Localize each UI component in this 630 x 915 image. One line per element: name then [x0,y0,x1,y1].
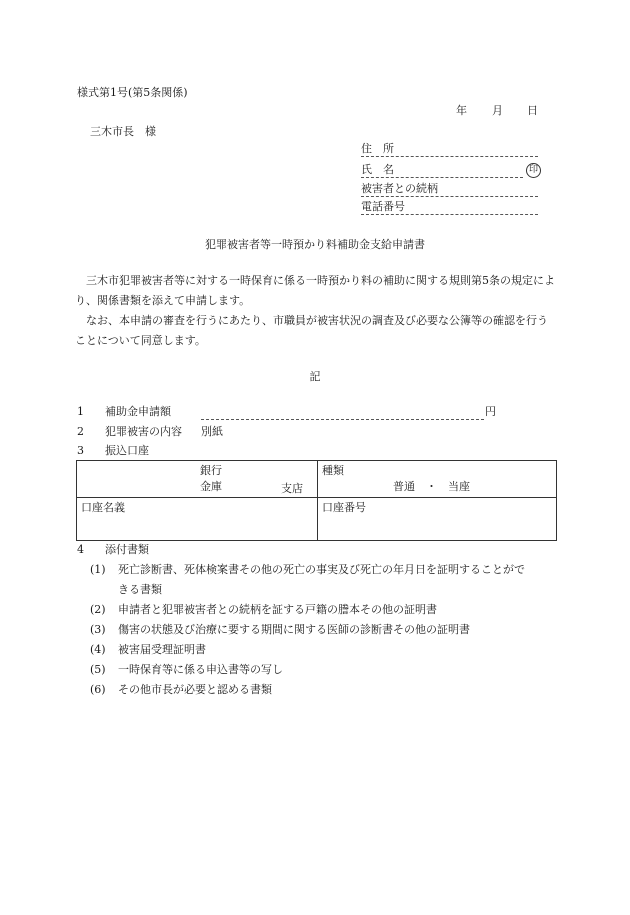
item-1 [77,405,171,419]
address-field[interactable] [361,142,538,157]
address-label: 住 所 [361,142,394,155]
bank-cell[interactable] [77,461,318,498]
body-paragraph-2: なお、本申請の審査を行うにあたり、市職員が被害状況の調査及び必要な公簿等の確認を行うことについて同意します。 [75,314,548,347]
addressee: 三木市長 様 [90,125,156,138]
item-3 [77,444,149,458]
phone-label: 電話番号 [361,200,405,213]
item-1-label: 補助金申請額 [105,405,171,418]
bank-label: 銀行 [200,464,222,477]
seal-mark: 印 [526,163,541,178]
attachment-item: (2) 申請者と犯罪被害者との続柄を証する戸籍の謄本その他の証明書 [90,603,437,616]
item-4 [77,543,149,557]
document-title: 犯罪被害者等一時預かり料補助金支給申請書 [205,238,425,251]
relation-label: 被害者との続柄 [361,182,438,195]
account-name-label: 口座名義 [81,501,125,514]
form-number: 様式第1号(第5条関係) [77,86,188,99]
yen-unit: 円 [485,405,496,418]
date-year: 年 [456,104,467,117]
subsidy-amount-field[interactable] [201,405,484,420]
phone-field[interactable] [361,200,538,215]
name-label: 氏 名 [361,163,394,176]
item-2 [77,425,182,439]
item-4-number: 4 [77,543,84,556]
item-2-label: 犯罪被害の内容 [105,425,182,438]
attachment-item-continuation: きる書類 [118,583,162,596]
account-type-cell[interactable] [318,461,557,498]
name-field[interactable] [361,163,523,178]
item-1-number: 1 [77,405,84,418]
attachment-list [90,560,525,700]
account-number-label: 口座番号 [322,501,366,514]
bank-account-table [76,460,557,541]
attachment-item: (3) 傷害の状態及び治療に要する期間に関する医師の診断書その他の証明書 [90,623,470,636]
ki-heading: 記 [309,370,321,383]
date-month: 月 [492,104,503,117]
kinko-label: 金庫 [200,480,222,493]
body-paragraph-1: 三木市犯罪被害者等に対する一時保育に係る一時預かり料の補助に関する規則第5条の規定により、関係書類を添えて申請します。 [75,274,555,307]
attachment-item: (1) 死亡診断書、死体検案書その他の死亡の事実及び死亡の年月日を証明することがで [90,563,525,576]
attachment-item: (5) 一時保育等に係る申込書等の写し [90,663,283,676]
branch-label: 支店 [281,482,303,495]
item-3-label: 振込口座 [105,444,149,457]
date-day: 日 [527,104,538,117]
item-3-number: 3 [77,444,84,457]
attachment-item: (4) 被害届受理証明書 [90,643,206,656]
item-2-value: 別紙 [201,425,223,438]
type-options: 普通 ・ 当座 [393,480,470,493]
attachments-label: 添付書類 [105,543,149,556]
relation-field[interactable] [361,182,538,197]
item-2-number: 2 [77,425,84,438]
type-label: 種類 [322,464,344,477]
account-name-cell[interactable] [77,498,318,541]
account-number-cell[interactable] [318,498,557,541]
attachment-item: (6) その他市長が必要と認める書類 [90,683,272,696]
